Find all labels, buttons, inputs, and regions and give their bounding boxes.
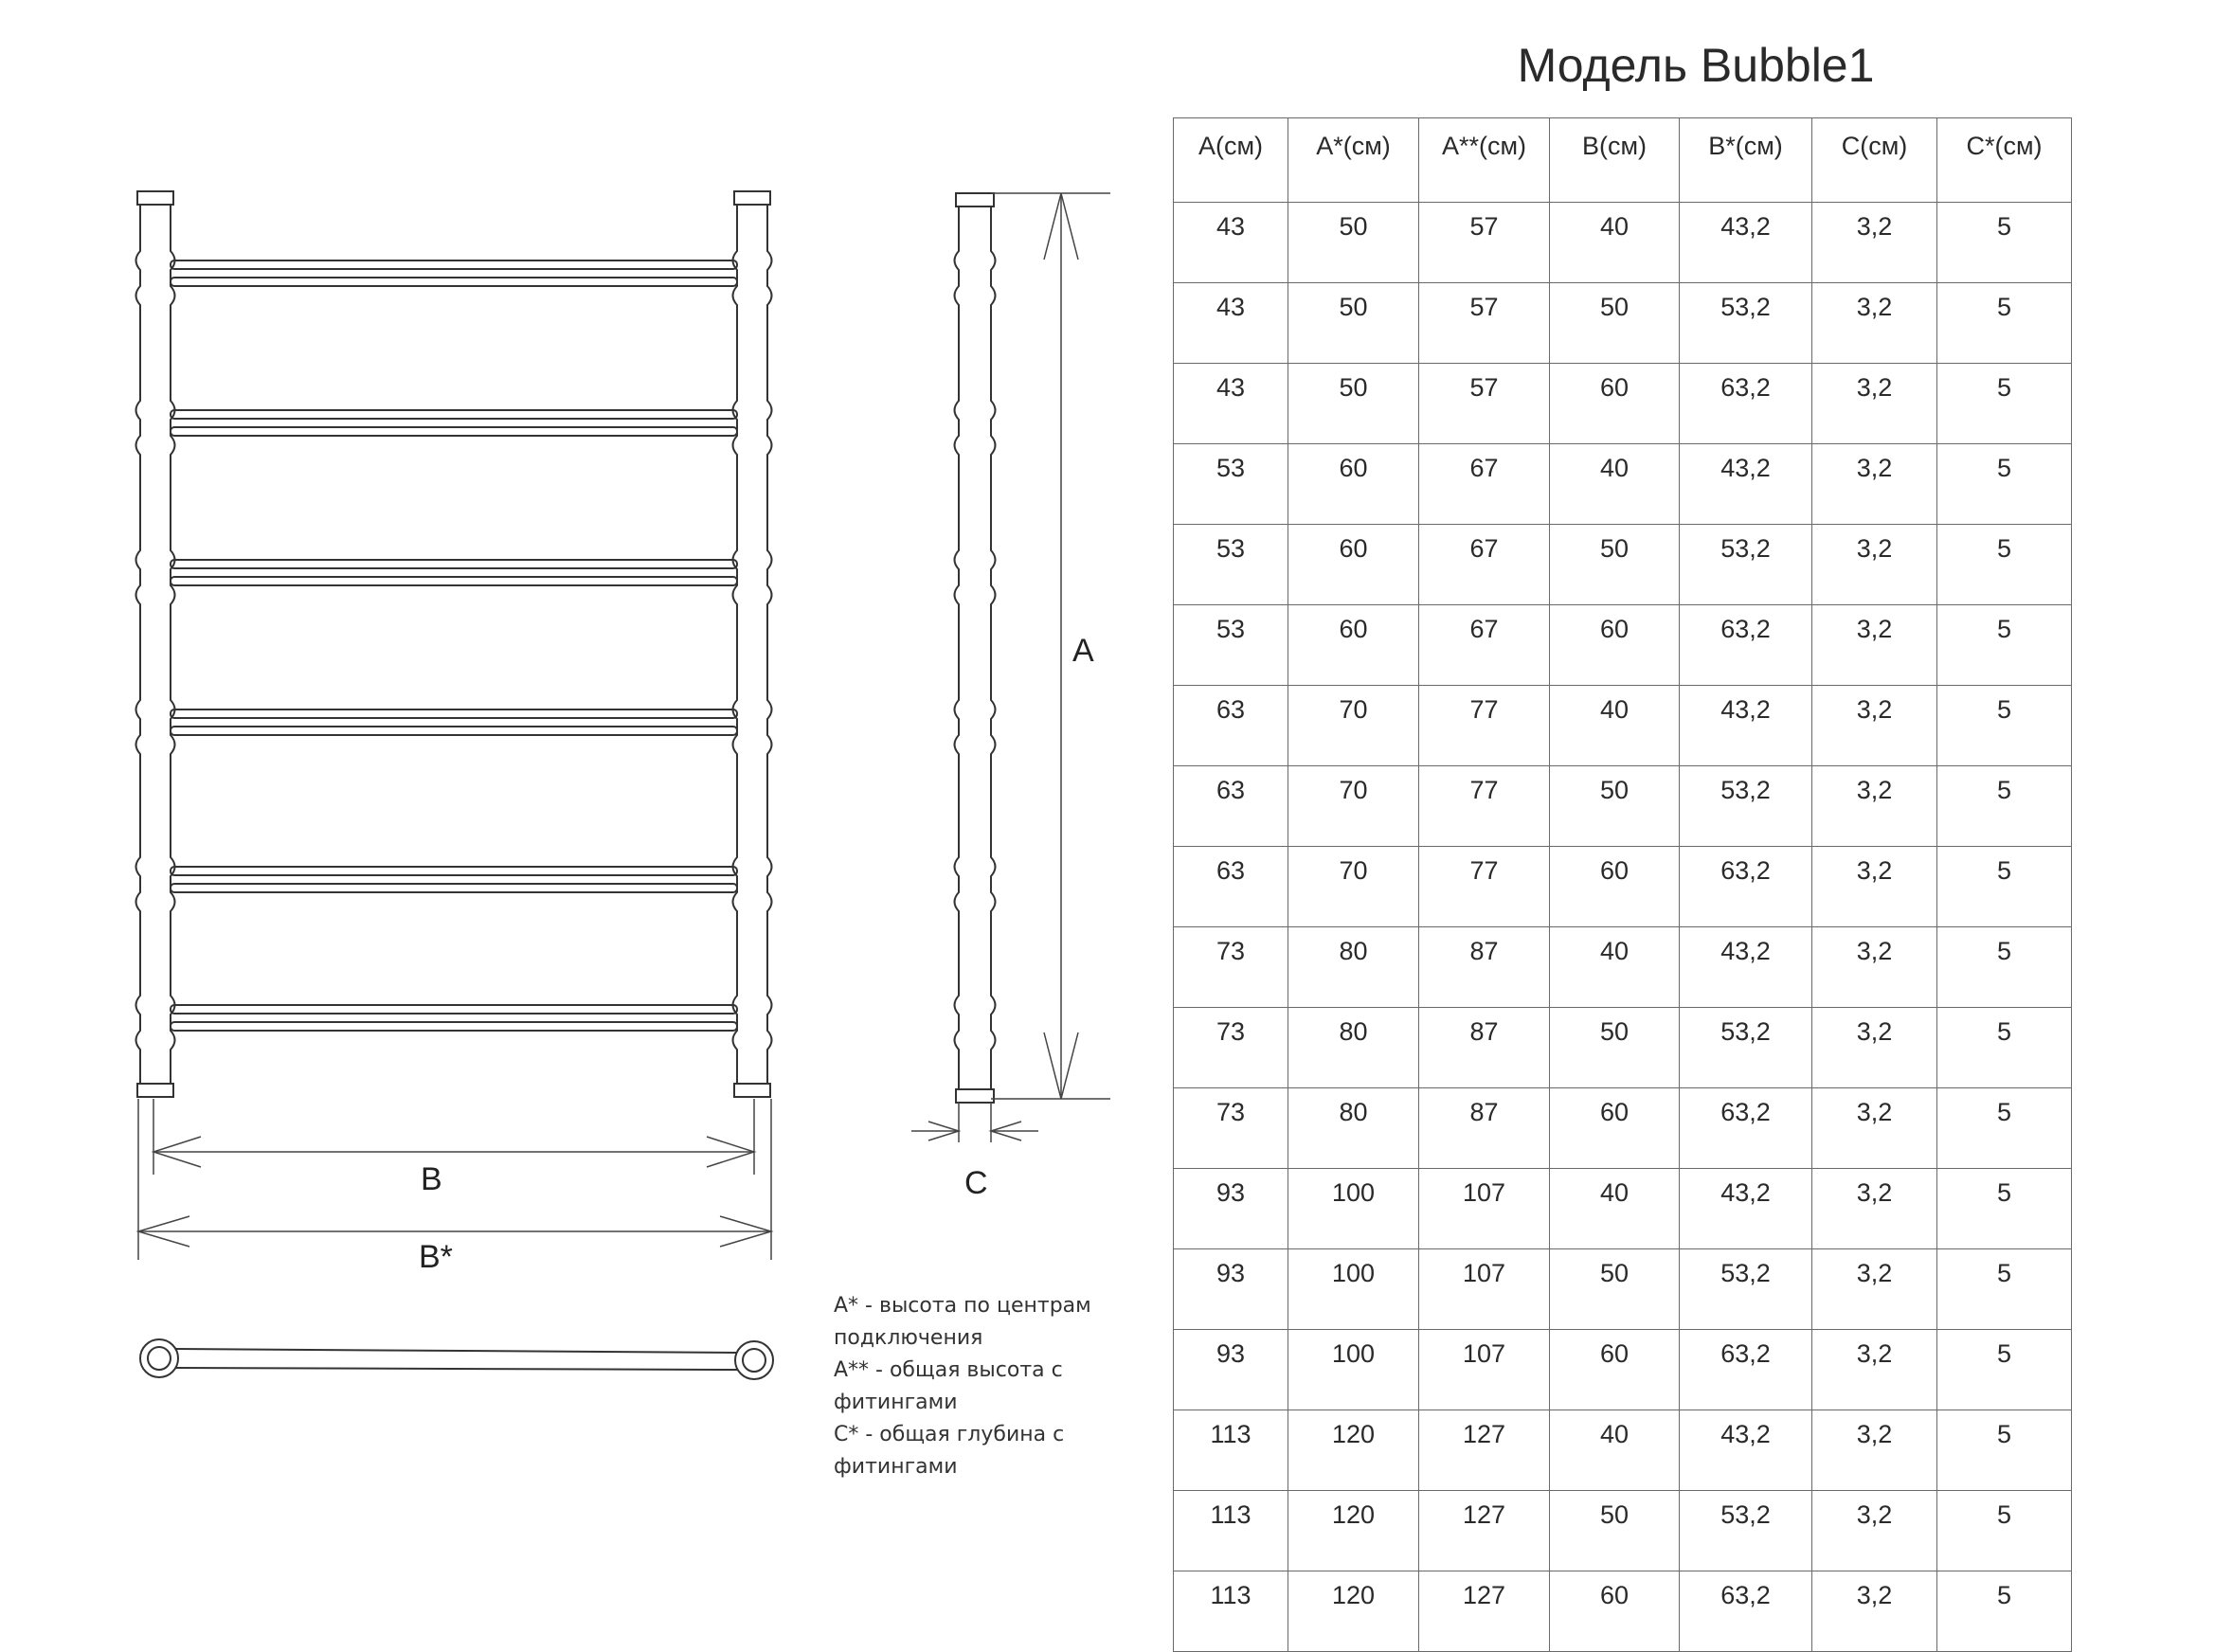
table-cell: 60 — [1550, 364, 1680, 444]
table-cell: 53,2 — [1680, 1491, 1812, 1571]
table-cell: 5 — [1937, 1410, 2072, 1491]
table-cell: 57 — [1419, 364, 1550, 444]
table-cell: 67 — [1419, 605, 1550, 686]
table-row — [1174, 1088, 2072, 1169]
table-cell: 43 — [1174, 364, 1288, 444]
table-cell: 40 — [1550, 1410, 1680, 1491]
notes — [834, 1290, 1137, 1483]
table-row — [1174, 283, 2072, 364]
dimension-c-label: C — [964, 1165, 988, 1201]
table-row — [1174, 1169, 2072, 1249]
table-cell: 50 — [1550, 766, 1680, 847]
column-header: A*(см) — [1288, 118, 1419, 203]
table-cell: 3,2 — [1812, 525, 1937, 605]
table-cell: 5 — [1937, 1249, 2072, 1330]
table-cell: 57 — [1419, 283, 1550, 364]
table-cell: 3,2 — [1812, 1008, 1937, 1088]
table-cell: 43,2 — [1680, 203, 1812, 283]
table-cell: 53,2 — [1680, 1249, 1812, 1330]
table-cell: 120 — [1288, 1410, 1419, 1491]
table-cell: 43,2 — [1680, 927, 1812, 1008]
column-header: B*(см) — [1680, 118, 1812, 203]
right-post-edge — [733, 205, 738, 1084]
table-cell: 40 — [1550, 1169, 1680, 1249]
table-cell: 40 — [1550, 927, 1680, 1008]
column-header: B(см) — [1550, 118, 1680, 203]
table-cell: 5 — [1937, 364, 2072, 444]
table-row — [1174, 847, 2072, 927]
table-cell: 80 — [1288, 927, 1419, 1008]
table-cell: 50 — [1550, 1249, 1680, 1330]
table-cell: 107 — [1419, 1249, 1550, 1330]
table-cell: 3,2 — [1812, 686, 1937, 766]
table-cell: 3,2 — [1812, 766, 1937, 847]
model-title: Модель Bubble1 — [1517, 39, 1875, 92]
note-c-star: C* - общая глубина с фитингами — [834, 1423, 1065, 1479]
table-cell: 50 — [1288, 364, 1419, 444]
table-cell: 3,2 — [1812, 203, 1937, 283]
table-cell: 53,2 — [1680, 283, 1812, 364]
table-header-row — [1174, 118, 2072, 203]
left-post-bottom-cap — [137, 1084, 173, 1097]
table-cell: 63 — [1174, 766, 1288, 847]
table-cell: 3,2 — [1812, 1410, 1937, 1491]
column-header: A(см) — [1174, 118, 1288, 203]
dimension-b-star-label: B* — [419, 1239, 453, 1275]
table-cell: 127 — [1419, 1571, 1550, 1652]
note-a-star: A* - высота по центрам подключения — [834, 1294, 1091, 1350]
table-cell: 93 — [1174, 1169, 1288, 1249]
table-cell: 63,2 — [1680, 1330, 1812, 1410]
table-body — [1174, 203, 2072, 1652]
table-cell: 73 — [1174, 1008, 1288, 1088]
table-cell: 5 — [1937, 283, 2072, 364]
table-cell: 113 — [1174, 1410, 1288, 1491]
table-cell: 120 — [1288, 1571, 1419, 1652]
table-cell: 5 — [1937, 1330, 2072, 1410]
top-bar-lower — [176, 1368, 737, 1370]
table-row — [1174, 686, 2072, 766]
table-cell: 60 — [1550, 1088, 1680, 1169]
table-cell: 50 — [1288, 283, 1419, 364]
table-cell: 5 — [1937, 847, 2072, 927]
table-cell: 53,2 — [1680, 766, 1812, 847]
bar-lower — [171, 427, 737, 436]
table-cell: 43,2 — [1680, 1410, 1812, 1491]
table-cell: 50 — [1550, 1491, 1680, 1571]
table-cell: 5 — [1937, 1571, 2072, 1652]
column-header: C*(см) — [1937, 118, 2072, 203]
table-cell: 40 — [1550, 444, 1680, 525]
table-cell: 43,2 — [1680, 686, 1812, 766]
table-cell: 40 — [1550, 686, 1680, 766]
table-cell: 87 — [1419, 927, 1550, 1008]
column-header: C(см) — [1812, 118, 1937, 203]
top-right-ring-outer — [735, 1341, 773, 1379]
table-cell: 5 — [1937, 1491, 2072, 1571]
table-cell: 60 — [1550, 605, 1680, 686]
right-post-edge — [767, 205, 772, 1084]
table-cell: 3,2 — [1812, 444, 1937, 525]
table-cell: 53,2 — [1680, 525, 1812, 605]
table-cell: 63,2 — [1680, 364, 1812, 444]
side-view — [955, 193, 996, 1103]
bar-upper — [171, 709, 737, 718]
table-cell: 87 — [1419, 1088, 1550, 1169]
bar-upper — [171, 1005, 737, 1014]
dimension-a-label: A — [1072, 633, 1094, 669]
table-cell: 120 — [1288, 1491, 1419, 1571]
table-cell: 63 — [1174, 847, 1288, 927]
table-cell: 60 — [1288, 525, 1419, 605]
table-row — [1174, 1571, 2072, 1652]
table-cell: 107 — [1419, 1169, 1550, 1249]
bar-lower — [171, 577, 737, 585]
top-right-ring-inner — [743, 1349, 765, 1372]
table-cell: 3,2 — [1812, 364, 1937, 444]
table-cell: 40 — [1550, 203, 1680, 283]
table-cell: 100 — [1288, 1249, 1419, 1330]
front-view — [136, 191, 772, 1097]
table-cell: 63,2 — [1680, 1088, 1812, 1169]
table-cell: 87 — [1419, 1008, 1550, 1088]
table-cell: 77 — [1419, 686, 1550, 766]
table-cell: 60 — [1550, 1571, 1680, 1652]
table-cell: 3,2 — [1812, 1169, 1937, 1249]
table-cell: 5 — [1937, 927, 2072, 1008]
table-cell: 43,2 — [1680, 1169, 1812, 1249]
spec-table — [1173, 117, 2072, 1652]
top-bar-upper — [176, 1349, 737, 1353]
table-cell: 43 — [1174, 283, 1288, 364]
table-row — [1174, 1249, 2072, 1330]
table-cell: 100 — [1288, 1169, 1419, 1249]
table-cell: 5 — [1937, 766, 2072, 847]
table-cell: 77 — [1419, 847, 1550, 927]
left-post-edge — [136, 205, 141, 1084]
table-cell: 5 — [1937, 686, 2072, 766]
top-view — [140, 1339, 773, 1379]
bar-lower — [171, 727, 737, 735]
table-cell: 60 — [1288, 605, 1419, 686]
table-cell: 5 — [1937, 1008, 2072, 1088]
table-row — [1174, 766, 2072, 847]
table-cell: 3,2 — [1812, 1088, 1937, 1169]
right-post-bottom-cap — [734, 1084, 770, 1097]
table-cell: 60 — [1288, 444, 1419, 525]
bar-upper — [171, 867, 737, 875]
side-post-top-cap — [956, 193, 994, 206]
table-cell: 127 — [1419, 1491, 1550, 1571]
side-post-edge — [991, 206, 996, 1089]
right-post-top-cap — [734, 191, 770, 205]
table-cell: 3,2 — [1812, 927, 1937, 1008]
table-cell: 93 — [1174, 1249, 1288, 1330]
dimension-b-label: B — [421, 1161, 442, 1197]
table-row — [1174, 1410, 2072, 1491]
table-cell: 3,2 — [1812, 1571, 1937, 1652]
table-row — [1174, 525, 2072, 605]
table-cell: 57 — [1419, 203, 1550, 283]
table-cell: 53 — [1174, 444, 1288, 525]
bar-upper — [171, 260, 737, 269]
table-row — [1174, 364, 2072, 444]
table-cell: 43 — [1174, 203, 1288, 283]
table-cell: 127 — [1419, 1410, 1550, 1491]
table-cell: 53 — [1174, 525, 1288, 605]
table-cell: 5 — [1937, 1169, 2072, 1249]
table-row — [1174, 605, 2072, 686]
top-left-ring-inner — [148, 1347, 171, 1370]
table-cell: 80 — [1288, 1088, 1419, 1169]
note-a-double-star: A** - общая высота с фитингами — [834, 1358, 1063, 1414]
table-cell: 63,2 — [1680, 847, 1812, 927]
table-cell: 3,2 — [1812, 283, 1937, 364]
table-cell: 43,2 — [1680, 444, 1812, 525]
table-row — [1174, 444, 2072, 525]
table-cell: 5 — [1937, 1088, 2072, 1169]
table-cell: 3,2 — [1812, 847, 1937, 927]
table-cell: 50 — [1288, 203, 1419, 283]
table-cell: 100 — [1288, 1330, 1419, 1410]
table-cell: 50 — [1550, 525, 1680, 605]
table-cell: 73 — [1174, 1088, 1288, 1169]
table-cell: 53,2 — [1680, 1008, 1812, 1088]
table-cell: 67 — [1419, 444, 1550, 525]
table-cell: 113 — [1174, 1491, 1288, 1571]
bar-lower — [171, 1022, 737, 1031]
table-cell: 113 — [1174, 1571, 1288, 1652]
table-cell: 63,2 — [1680, 1571, 1812, 1652]
table-cell: 70 — [1288, 766, 1419, 847]
left-post-edge — [171, 205, 175, 1084]
left-post-top-cap — [137, 191, 173, 205]
bar-lower — [171, 278, 737, 286]
table-cell: 73 — [1174, 927, 1288, 1008]
table-cell: 5 — [1937, 605, 2072, 686]
top-left-ring-outer — [140, 1339, 178, 1377]
side-post-edge — [955, 206, 960, 1089]
table-row — [1174, 1491, 2072, 1571]
table-cell: 67 — [1419, 525, 1550, 605]
table-cell: 5 — [1937, 525, 2072, 605]
table-cell: 3,2 — [1812, 1491, 1937, 1571]
table-cell: 5 — [1937, 203, 2072, 283]
table-row — [1174, 1330, 2072, 1410]
side-post-bottom-cap — [956, 1089, 994, 1103]
bar-upper — [171, 410, 737, 419]
table-cell: 70 — [1288, 847, 1419, 927]
table-cell: 63 — [1174, 686, 1288, 766]
table-row — [1174, 927, 2072, 1008]
column-header: A**(см) — [1419, 118, 1550, 203]
table-cell: 3,2 — [1812, 1330, 1937, 1410]
table-cell: 53 — [1174, 605, 1288, 686]
table-cell: 50 — [1550, 1008, 1680, 1088]
table-cell: 60 — [1550, 1330, 1680, 1410]
table-row — [1174, 203, 2072, 283]
table-cell: 3,2 — [1812, 605, 1937, 686]
table-cell: 50 — [1550, 283, 1680, 364]
table-cell: 60 — [1550, 847, 1680, 927]
table-cell: 3,2 — [1812, 1249, 1937, 1330]
table-cell: 80 — [1288, 1008, 1419, 1088]
bar-lower — [171, 884, 737, 892]
table-cell: 77 — [1419, 766, 1550, 847]
table-cell: 70 — [1288, 686, 1419, 766]
table-cell: 5 — [1937, 444, 2072, 525]
bar-upper — [171, 560, 737, 568]
table-cell: 107 — [1419, 1330, 1550, 1410]
table-cell: 93 — [1174, 1330, 1288, 1410]
table-row — [1174, 1008, 2072, 1088]
table-cell: 63,2 — [1680, 605, 1812, 686]
